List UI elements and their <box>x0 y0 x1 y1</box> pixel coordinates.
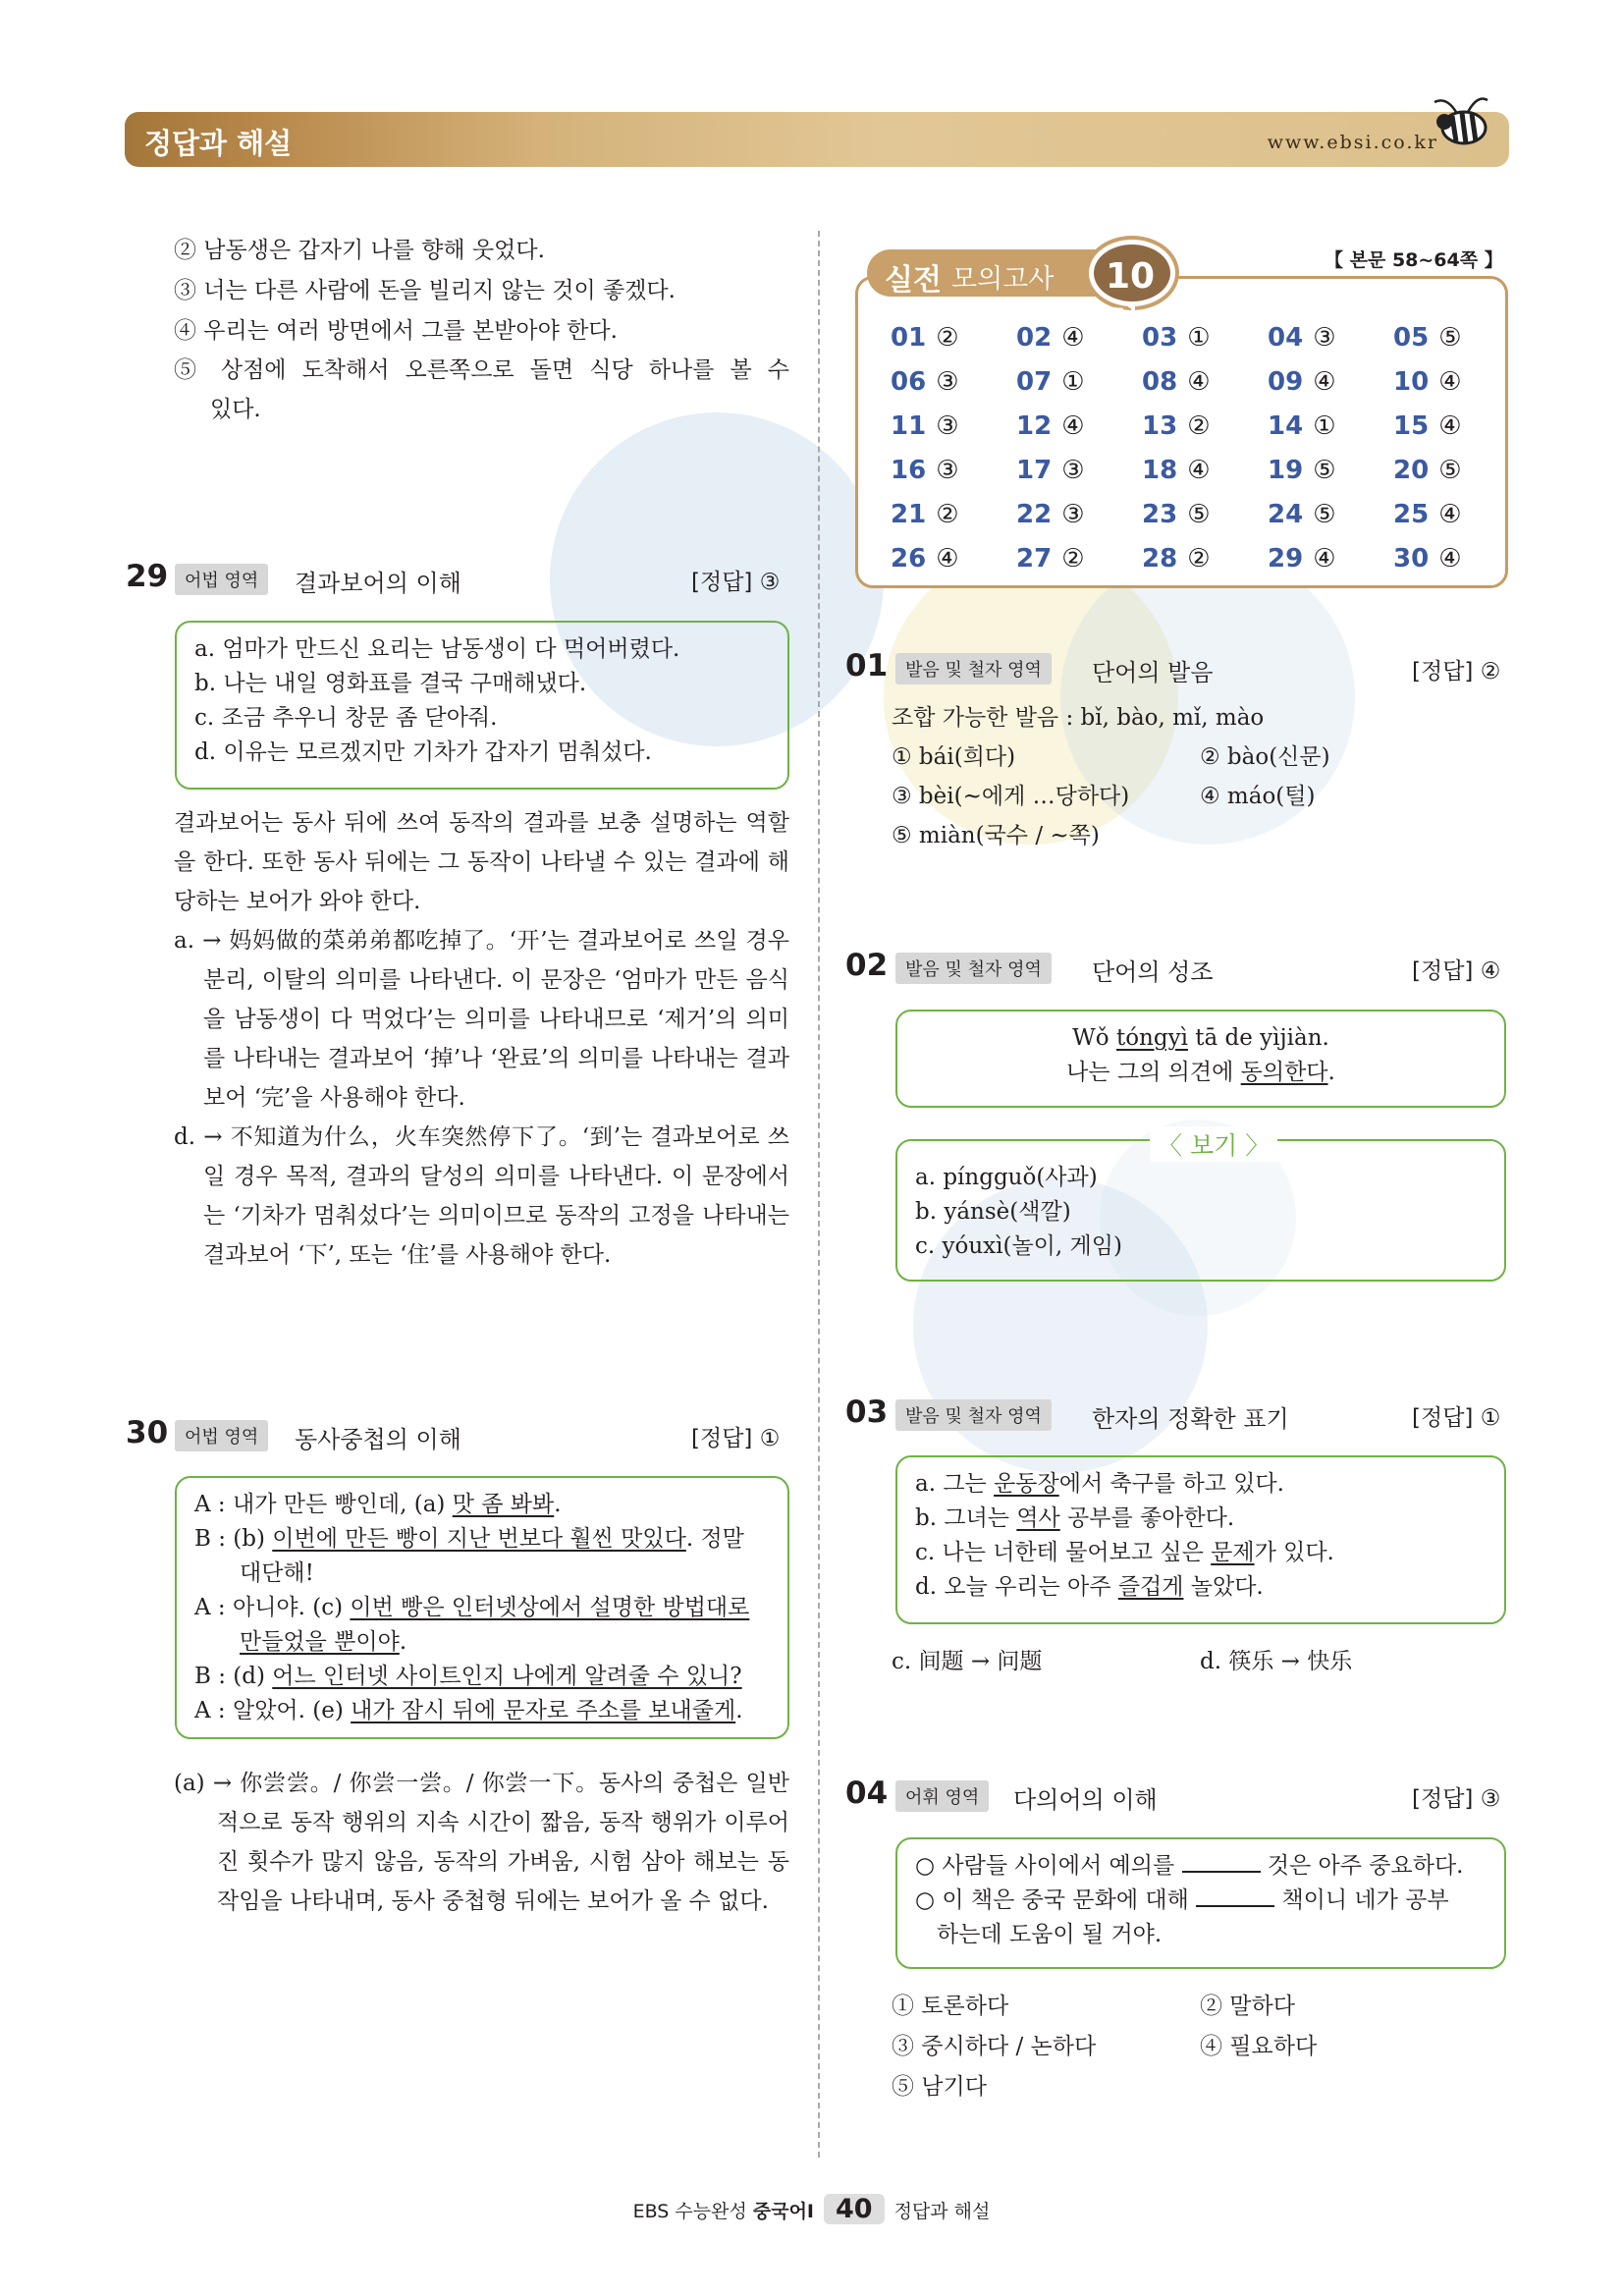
page-number: 40 <box>824 2194 885 2224</box>
question-title: 결과보어의 이해 <box>295 570 461 597</box>
answer-key-item: 29 ④ <box>1268 544 1336 574</box>
exam-tab-label: 실전 <box>885 263 942 298</box>
explanation-a: a. → 妈妈做的菜弟弟都吃掉了。‘开’는 결과보어로 쓰일 경우 분리, 이탈의 의미를 나타낸다. 이 문장은 ‘엄마가 만든 음식을 남동생이 다 먹었다’는 의미를 나타내므로 ‘제거’의 의미를 나타내는 결과보어 ‘掉’나 ‘완료’의 의미를 나타내는 결과보어 ‘完’을 사용해야 한다. <box>174 928 789 1111</box>
answer-key-item: 18 ④ <box>1142 456 1211 485</box>
option-line: ④ 우리는 여러 방면에서 그를 본받아야 한다. <box>174 318 618 344</box>
answer-key-item: 19 ⑤ <box>1268 456 1336 485</box>
option: ④ máo(털) <box>1200 784 1316 809</box>
answer-key-item: 13 ② <box>1142 411 1211 441</box>
answer-key-item: 21 ② <box>891 500 959 529</box>
example-sentence: d. 이유는 모르겠지만 기차가 갑자기 멈춰섰다. <box>194 739 652 765</box>
explanation <box>174 1764 789 1921</box>
answer-key-item: 28 ② <box>1142 544 1211 574</box>
category-badge: 발음 및 철자 영역 <box>895 653 1052 684</box>
example-sentence: d. 오늘 우리는 아주 즐겁게 놀았다. <box>915 1574 1264 1600</box>
question-title: 동사중첩의 이해 <box>295 1426 461 1453</box>
example-sentence: c. 나는 너한테 물어보고 싶은 문제가 있다. <box>915 1540 1334 1565</box>
answer-label: [정답] ① <box>691 1426 781 1451</box>
column-divider <box>818 231 820 2158</box>
category-badge: 어법 영역 <box>175 564 268 595</box>
answer-key-item: 06 ③ <box>891 367 959 397</box>
question-number: 04 <box>845 1776 889 1811</box>
question-title: 단어의 성조 <box>1092 958 1214 986</box>
option: ① 토론하다 <box>892 1994 1009 2019</box>
correction: d. 筷乐 → 快乐 <box>1200 1649 1353 1674</box>
blank <box>1196 1905 1274 1907</box>
bogi-item: c. yóuxì(놀이, 게임) <box>915 1233 1122 1259</box>
answer-label: [정답] ④ <box>1412 958 1501 984</box>
page-footer: EBS 수능완성 중국어Ⅰ 40 정답과 해설 <box>632 2194 991 2224</box>
correction: c. 间题 → 问题 <box>892 1649 1043 1674</box>
answer-key-item: 04 ③ <box>1268 323 1336 353</box>
answer-key-item: 03 ① <box>1142 323 1211 353</box>
example-sentence: b. 그녀는 역사 공부를 좋아한다. <box>915 1505 1235 1531</box>
explanation-intro: 결과보어는 동사 뒤에 쓰여 동작의 결과를 보충 설명하는 역할을 한다. 또한 동사 뒤에는 그 동작이 나타낼 수 있는 결과에 해당하는 보어가 와야 한다. <box>174 810 789 914</box>
dialogue-line: A : 아니야. (c) 이번 빵은 인터넷상에서 설명한 방법대로 <box>194 1595 750 1620</box>
answer-key-item: 17 ③ <box>1016 456 1085 485</box>
dialogue-box <box>175 1476 789 1739</box>
answer-key-item: 08 ④ <box>1142 367 1211 397</box>
question-number: 03 <box>845 1394 889 1430</box>
question-title: 한자의 정확한 표기 <box>1092 1405 1289 1433</box>
meaning-line: 나는 그의 의견에 동의한다. <box>1066 1060 1335 1085</box>
option-line: 있다. <box>210 397 261 422</box>
explanation <box>174 803 789 1275</box>
header-title: 정답과 해설 <box>144 127 293 160</box>
blank-box <box>895 1837 1506 1969</box>
option: ⑤ miàn(국수 / ~쪽) <box>892 823 1100 848</box>
question-number: 30 <box>126 1415 169 1450</box>
example-box <box>895 1455 1506 1624</box>
answer-key-item: 11 ③ <box>891 411 959 441</box>
option: ② bào(신문) <box>1200 744 1330 770</box>
dialogue-line: 대단해! <box>240 1560 314 1586</box>
answer-key-item: 14 ① <box>1268 411 1336 441</box>
answer-label: [정답] ② <box>1412 659 1501 684</box>
blank-sentence: 하는데 도움이 될 거야. <box>937 1922 1163 1947</box>
answer-key-item: 26 ④ <box>891 544 959 574</box>
answer-key-item: 02 ④ <box>1016 323 1085 353</box>
dialogue-line: B : (b) 이번에 만든 빵이 지난 번보다 훨씬 맛있다. 정말 <box>194 1526 744 1552</box>
bogi-label: 〈 보기 〉 <box>1150 1126 1277 1162</box>
example-sentence: c. 조금 추우니 창문 좀 닫아줘. <box>194 705 498 731</box>
intro-line: 조합 가능한 발음 : bǐ, bào, mǐ, mào <box>892 705 1265 731</box>
example-box <box>175 621 789 790</box>
answer-key-item: 01 ② <box>891 323 959 353</box>
example-sentence: a. 그는 운동장에서 축구를 하고 있다. <box>915 1471 1284 1497</box>
answer-key-item: 23 ⑤ <box>1142 500 1211 529</box>
question-number: 01 <box>845 648 889 683</box>
dialogue-line: 만들었을 뿐이야. <box>240 1629 407 1655</box>
option: ⑤ 남기다 <box>892 2074 987 2100</box>
answer-key-item: 22 ③ <box>1016 500 1085 529</box>
dialogue-line: A : 알았어. (e) 내가 잠시 뒤에 문자로 주소를 보내줄게. <box>194 1698 743 1723</box>
category-badge: 어휘 영역 <box>895 1780 989 1812</box>
answer-label: [정답] ① <box>1412 1405 1501 1431</box>
bogi-item: b. yánsè(색깔) <box>915 1199 1071 1225</box>
answer-key-item: 24 ⑤ <box>1268 500 1336 529</box>
answer-key-item: 27 ② <box>1016 544 1085 574</box>
answer-key-item: 30 ④ <box>1393 544 1462 574</box>
question-number: 29 <box>126 559 169 594</box>
explanation-a: (a) → 你尝尝。/ 你尝一尝。/ 你尝一下。동사의 중첩은 일반적으로 동작 행위의 지속 시간이 짧음, 동작 행위가 이루어진 횟수가 많지 않음, 동작의 가벼움, 시험 삼아 해보는 동작임을 나타내며, 동사 중첩형 뒤에는 보어가 올 수 없다. <box>174 1771 789 1914</box>
option-line: ⑤ 상점에 도착해서 오른쪽으로 돌면 식당 하나를 볼 수 <box>174 357 789 383</box>
pinyin-line: Wǒ tóngyì tā de yìjiàn. <box>1072 1025 1329 1051</box>
answer-key-item: 09 ④ <box>1268 367 1336 397</box>
category-badge: 발음 및 철자 영역 <box>895 953 1052 984</box>
blank-sentence: ○ 사람들 사이에서 예의를 것은 아주 중요하다. <box>915 1853 1464 1879</box>
option-line: ③ 너는 다른 사람에 돈을 빌리지 않는 것이 좋겠다. <box>174 278 676 303</box>
answer-key-item: 07 ① <box>1016 367 1085 397</box>
dialogue-line: B : (d) 어느 인터넷 사이트인지 나에게 알려줄 수 있니? <box>194 1664 742 1689</box>
option: ④ 필요하다 <box>1200 2034 1318 2059</box>
answer-key-item: 15 ④ <box>1393 411 1462 441</box>
bee-logo-icon <box>1427 94 1495 157</box>
option: ③ bèi(~에게 …당하다) <box>892 784 1130 809</box>
category-badge: 발음 및 철자 영역 <box>895 1399 1052 1431</box>
question-title: 단어의 발음 <box>1092 659 1214 686</box>
header-bar <box>125 112 1509 167</box>
option: ① bái(희다) <box>892 744 1016 770</box>
answer-key-item: 12 ④ <box>1016 411 1085 441</box>
site-url[interactable]: www.ebsi.co.kr <box>1267 132 1438 153</box>
example-sentence: a. 엄마가 만드신 요리는 남동생이 다 먹어버렸다. <box>194 636 680 662</box>
option: ② 말하다 <box>1200 1994 1295 2019</box>
category-badge: 어법 영역 <box>175 1420 268 1451</box>
question-number: 02 <box>845 948 889 983</box>
answer-key-item: 20 ⑤ <box>1393 456 1462 485</box>
explanation-d: d. → 不知道为什么，火车突然停下了。‘到’는 결과보어로 쓰일 경우 목적, 결과의 달성의 의미를 나타낸다. 이 문장에서는 ‘기차가 멈춰섰다’는 의미이므로 동작의 고정을 나타내는 결과보어 ‘下’, 또는 ‘住’를 사용해야 한다. <box>174 1124 789 1268</box>
question-title: 다의어의 이해 <box>1013 1786 1158 1814</box>
dialogue-line: A : 내가 만든 빵인데, (a) 맛 좀 봐봐. <box>194 1492 562 1517</box>
answer-label: [정답] ③ <box>1412 1786 1501 1812</box>
answer-label: [정답] ③ <box>691 570 781 595</box>
page-reference: 【 본문 58~64쪽 】 <box>1325 249 1503 271</box>
answer-key-item: 16 ③ <box>891 456 959 485</box>
round-badge: 10회 <box>1085 236 1179 310</box>
example-sentence: b. 나는 내일 영화표를 결국 구매해냈다. <box>194 671 587 696</box>
option: ③ 중시하다 / 논하다 <box>892 2034 1097 2059</box>
sentence-box <box>895 1010 1506 1108</box>
answer-key-item: 05 ⑤ <box>1393 323 1462 353</box>
answer-key-item: 25 ④ <box>1393 500 1462 529</box>
blank-sentence: ○ 이 책은 중국 문화에 대해 책이니 네가 공부 <box>915 1887 1449 1913</box>
answer-key-item: 10 ④ <box>1393 367 1462 397</box>
bogi-item: a. píngguǒ(사과) <box>915 1165 1098 1190</box>
exam-tab-sub: 모의고사 <box>951 264 1055 295</box>
blank <box>1182 1871 1261 1873</box>
option-line: ② 남동생은 갑자기 나를 향해 웃었다. <box>174 238 545 263</box>
